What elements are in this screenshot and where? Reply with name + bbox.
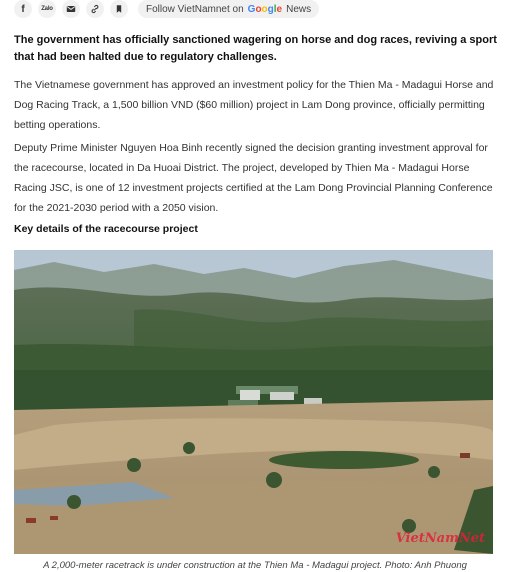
zalo-share-button[interactable] xyxy=(38,0,56,18)
email-icon xyxy=(66,4,76,14)
article-paragraph: Deputy Prime Minister Nguyen Hoa Binh recently signed the decision granting investment approval for the racecourse, located in Da Huoai District. The project, developed by Thien Ma - Madagui Horse Racing JSC, is one of 12 investment projects certified at the Lam Dong Provincial Planning Conference for the 2021-2030 period with a 2050 vision. xyxy=(14,142,493,214)
photo-caption: A 2,000-meter racetrack is under construction at the Thien Ma - Madagui project. Photo: Anh Phuong xyxy=(43,560,467,571)
follow-label: Follow VietNamnet on xyxy=(146,3,244,15)
bookmark-button[interactable] xyxy=(110,0,128,18)
facebook-icon: f xyxy=(21,3,25,15)
bookmark-icon xyxy=(114,4,124,14)
facebook-share-button[interactable] xyxy=(14,0,32,18)
article-paragraph: The Vietnamese government has approved an investment policy for the Thien Ma - Madagui Horse and Dog Racing Track, a 1,500 billion VND ($60 million) project in Lam Dong province, officially permitting betting operations. xyxy=(14,79,494,131)
racecourse-landscape-image xyxy=(14,250,493,554)
racecourse-photo xyxy=(14,250,493,554)
google-logo: Google xyxy=(247,3,283,15)
share-toolbar xyxy=(14,0,319,18)
link-icon xyxy=(90,4,100,14)
follow-google-news-button[interactable] xyxy=(138,0,319,18)
section-subheading: Key details of the racecourse project xyxy=(14,223,198,235)
zalo-icon: Zalo xyxy=(41,6,53,12)
news-label: News xyxy=(286,3,312,15)
article-lead: The government has officially sanctioned wagering on horse and dog races, reviving a sport that had been halted due to regulatory challenges. xyxy=(14,34,497,63)
copy-link-button[interactable] xyxy=(86,0,104,18)
photo-watermark: VietNamNet xyxy=(395,531,485,546)
email-share-button[interactable] xyxy=(62,0,80,18)
